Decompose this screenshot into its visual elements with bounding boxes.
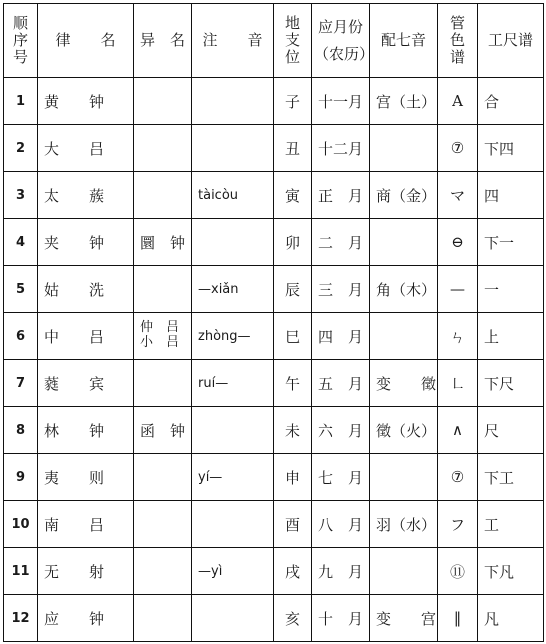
alias-cell: 圜 钟 bbox=[134, 219, 192, 266]
guanse-cell: A bbox=[438, 78, 478, 125]
branch-cell: 戌 bbox=[274, 548, 312, 595]
month-cell: 九 月 bbox=[312, 548, 370, 595]
seven-tone-cell: 商（金） bbox=[370, 172, 438, 219]
alias-cell bbox=[134, 313, 192, 360]
lu-name-cell: 大 吕 bbox=[38, 125, 134, 172]
seven-tone-cell bbox=[370, 125, 438, 172]
row-index: 6 bbox=[4, 313, 38, 360]
guanse-cell: ⑦ bbox=[438, 125, 478, 172]
row-index: 3 bbox=[4, 172, 38, 219]
header-index-char: 序 bbox=[12, 31, 28, 50]
month-cell: 五 月 bbox=[312, 360, 370, 407]
alias-cell bbox=[134, 172, 192, 219]
gongche-cell: 凡 bbox=[478, 595, 544, 642]
gongche-cell: 尺 bbox=[478, 407, 544, 454]
header-guanse bbox=[438, 4, 478, 78]
header-branch-char: 位 bbox=[284, 47, 300, 66]
header-index-char: 顺 bbox=[12, 14, 28, 33]
branch-cell: 丑 bbox=[274, 125, 312, 172]
branch-cell: 巳 bbox=[274, 313, 312, 360]
alias-cell bbox=[134, 125, 192, 172]
table-row bbox=[4, 219, 544, 266]
month-cell: 正 月 bbox=[312, 172, 370, 219]
seven-tone-cell: 宫（土） bbox=[370, 78, 438, 125]
alias-line: 仲 吕 bbox=[140, 320, 180, 336]
alias-cell bbox=[134, 595, 192, 642]
alias-cell bbox=[134, 266, 192, 313]
branch-cell: 亥 bbox=[274, 595, 312, 642]
lu-name-cell: 太 蔟 bbox=[38, 172, 134, 219]
row-index: 1 bbox=[4, 78, 38, 125]
alias-cell bbox=[134, 548, 192, 595]
lu-name-cell: 蕤 宾 bbox=[38, 360, 134, 407]
header-gongche: 工尺谱 bbox=[478, 4, 544, 78]
branch-cell: 午 bbox=[274, 360, 312, 407]
gongche-cell: 下一 bbox=[478, 219, 544, 266]
seven-tone-cell bbox=[370, 219, 438, 266]
pinyin-cell: —yì bbox=[192, 548, 274, 595]
month-cell: 十 月 bbox=[312, 595, 370, 642]
guanse-cell: ㄣ bbox=[438, 313, 478, 360]
table-body bbox=[4, 78, 544, 642]
lu-name-cell: 夹 钟 bbox=[38, 219, 134, 266]
table-row bbox=[4, 595, 544, 642]
guanse-cell: ㇗ bbox=[438, 360, 478, 407]
header-month bbox=[312, 4, 375, 78]
seven-tone-cell bbox=[370, 548, 438, 595]
gongche-cell: 下工 bbox=[478, 454, 544, 501]
alias-cell: 函 钟 bbox=[134, 407, 192, 454]
row-index: 10 bbox=[4, 501, 38, 548]
lu-name-cell: 应 钟 bbox=[38, 595, 134, 642]
header-month-line: （农历） bbox=[314, 44, 375, 63]
pinyin-cell: tàicòu bbox=[192, 172, 274, 219]
branch-cell: 酉 bbox=[274, 501, 312, 548]
guanse-cell: ‖ bbox=[438, 595, 478, 642]
alias-cell bbox=[134, 78, 192, 125]
row-index: 8 bbox=[4, 407, 38, 454]
branch-cell: 未 bbox=[274, 407, 312, 454]
header-pinyin: 注 音 bbox=[192, 4, 274, 78]
guanse-cell: ⊖ bbox=[438, 219, 478, 266]
month-cell: 七 月 bbox=[312, 454, 370, 501]
pinyin-cell bbox=[192, 595, 274, 642]
table-row bbox=[4, 548, 544, 595]
gongche-cell: 上 bbox=[478, 313, 544, 360]
seven-tone-cell: 角（木） bbox=[370, 266, 438, 313]
branch-cell: 子 bbox=[274, 78, 312, 125]
lu-name-cell: 林 钟 bbox=[38, 407, 134, 454]
lu-name-cell: 黄 钟 bbox=[38, 78, 134, 125]
header-row bbox=[4, 4, 544, 78]
alias-line: 小 吕 bbox=[140, 335, 180, 350]
alias-cell bbox=[134, 501, 192, 548]
header-branch-char: 支 bbox=[284, 31, 300, 50]
branch-cell: 寅 bbox=[274, 172, 312, 219]
seven-tone-cell: 变 宫 bbox=[370, 595, 438, 642]
header-guanse-char: 谱 bbox=[449, 47, 465, 66]
header-branch bbox=[274, 4, 312, 78]
header-seven-tones: 配七音 bbox=[370, 4, 438, 78]
month-cell: 四 月 bbox=[312, 313, 370, 360]
header-index-char: 号 bbox=[12, 47, 28, 66]
branch-cell: 申 bbox=[274, 454, 312, 501]
header-guanse-char: 管 bbox=[449, 14, 465, 33]
row-index: 9 bbox=[4, 454, 38, 501]
gongche-cell: 下尺 bbox=[478, 360, 544, 407]
guanse-cell: ⑪ bbox=[438, 548, 478, 595]
gongche-cell: 下凡 bbox=[478, 548, 544, 595]
header-alias: 异 名 bbox=[134, 4, 192, 78]
gongche-cell: 四 bbox=[478, 172, 544, 219]
gongche-cell: 合 bbox=[478, 78, 544, 125]
gongche-cell: 下四 bbox=[478, 125, 544, 172]
pinyin-cell bbox=[192, 501, 274, 548]
seven-tone-cell: 羽（水） bbox=[370, 501, 438, 548]
alias-cell bbox=[134, 454, 192, 501]
pinyin-cell bbox=[192, 219, 274, 266]
guanse-cell: ∧ bbox=[438, 407, 478, 454]
table-row bbox=[4, 454, 544, 501]
pinyin-cell bbox=[192, 78, 274, 125]
seven-tone-cell bbox=[370, 454, 438, 501]
twelve-lu-table bbox=[3, 3, 544, 642]
table-row bbox=[4, 313, 544, 360]
lu-name-cell: 中 吕 bbox=[38, 313, 134, 360]
table-row bbox=[4, 360, 544, 407]
seven-tone-cell: 徵（火） bbox=[370, 407, 438, 454]
gongche-cell: 一 bbox=[478, 266, 544, 313]
table-row bbox=[4, 78, 544, 125]
header-month-line: 应月份 bbox=[317, 17, 363, 36]
month-cell: 六 月 bbox=[312, 407, 370, 454]
lu-name-cell: 夷 则 bbox=[38, 454, 134, 501]
row-index: 4 bbox=[4, 219, 38, 266]
month-cell: 三 月 bbox=[312, 266, 370, 313]
pinyin-cell bbox=[192, 407, 274, 454]
table-row bbox=[4, 125, 544, 172]
header-index bbox=[4, 4, 38, 78]
pinyin-cell: —xiǎn bbox=[192, 266, 274, 313]
row-index: 12 bbox=[4, 595, 38, 642]
header-lu-name: 律 名 bbox=[38, 4, 134, 78]
guanse-cell: ⑦ bbox=[438, 454, 478, 501]
header-branch-char: 地 bbox=[284, 14, 300, 33]
seven-tone-cell: 变 徵 bbox=[370, 360, 438, 407]
lu-name-cell: 姑 洗 bbox=[38, 266, 134, 313]
pinyin-cell bbox=[192, 125, 274, 172]
guanse-cell: フ bbox=[438, 501, 478, 548]
seven-tone-cell bbox=[370, 313, 438, 360]
row-index: 11 bbox=[4, 548, 38, 595]
row-index: 5 bbox=[4, 266, 38, 313]
month-cell: 八 月 bbox=[312, 501, 370, 548]
row-index: 7 bbox=[4, 360, 38, 407]
guanse-cell: — bbox=[438, 266, 478, 313]
branch-cell: 卯 bbox=[274, 219, 312, 266]
lu-name-cell: 南 吕 bbox=[38, 501, 134, 548]
table-row bbox=[4, 172, 544, 219]
table-row bbox=[4, 501, 544, 548]
header-guanse-char: 色 bbox=[449, 31, 465, 50]
month-cell: 十一月 bbox=[312, 78, 370, 125]
month-cell: 十二月 bbox=[312, 125, 370, 172]
table-row bbox=[4, 266, 544, 313]
pinyin-cell: yí— bbox=[192, 454, 274, 501]
pinyin-cell: ruí— bbox=[192, 360, 274, 407]
branch-cell: 辰 bbox=[274, 266, 312, 313]
guanse-cell: マ bbox=[438, 172, 478, 219]
row-index: 2 bbox=[4, 125, 38, 172]
table-row bbox=[4, 407, 544, 454]
alias-cell bbox=[134, 360, 192, 407]
pinyin-cell: zhòng— bbox=[192, 313, 274, 360]
month-cell: 二 月 bbox=[312, 219, 370, 266]
gongche-cell: 工 bbox=[478, 501, 544, 548]
lu-name-cell: 无 射 bbox=[38, 548, 134, 595]
